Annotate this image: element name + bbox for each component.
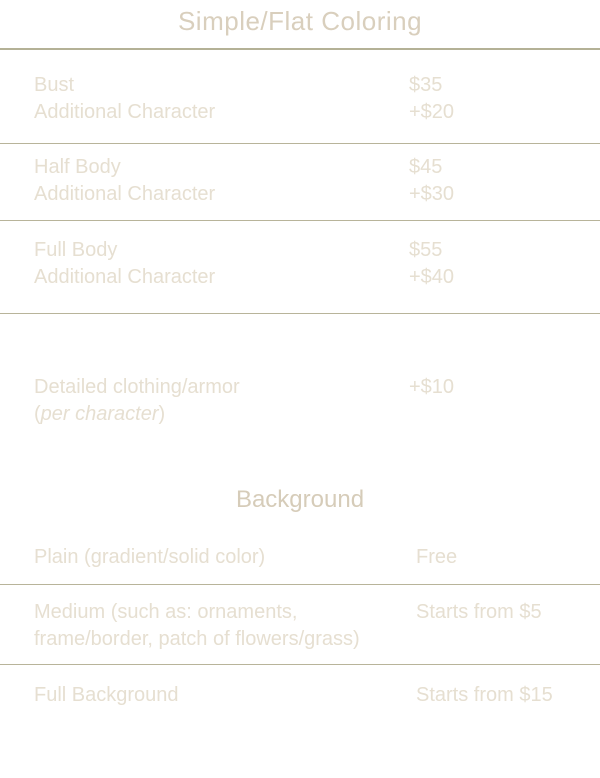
background-item-label-full: Full Background (34, 684, 179, 706)
addon-note (34, 401, 165, 428)
tier-name-bust: Bust (34, 74, 75, 96)
background-section-title: Background (235, 486, 365, 513)
row-divider (0, 143, 600, 144)
tier-extra-price-bust: +$20 (409, 101, 455, 123)
page-title: Simple/Flat Coloring (177, 6, 423, 36)
addon-note-close: ) (158, 403, 166, 425)
section-divider (0, 313, 600, 314)
tier-extra-label-bust: Additional Character (34, 101, 216, 123)
addon-price: +$10 (409, 376, 455, 398)
title-divider (0, 48, 600, 50)
tier-extra-price-full-body: +$40 (409, 266, 455, 288)
tier-price-bust: $35 (409, 74, 443, 96)
background-item-label-medium-line1: Medium (such as: ornaments, (34, 601, 298, 623)
addon-note-text: per character (40, 403, 159, 425)
tier-name-full-body: Full Body (34, 239, 118, 261)
background-item-price-full: Starts from $15 (416, 684, 553, 706)
tier-price-full-body: $55 (409, 239, 443, 261)
background-item-label-plain: Plain (gradient/solid color) (34, 546, 266, 568)
row-divider (0, 664, 600, 665)
background-item-price-plain: Free (416, 546, 458, 568)
addon-note-open: ( (34, 403, 41, 425)
tier-extra-price-half-body: +$30 (409, 183, 455, 205)
background-item-label-medium-line2: frame/border, patch of flowers/grass) (34, 628, 360, 650)
background-item-price-medium: Starts from $5 (416, 601, 542, 623)
row-divider (0, 220, 600, 221)
tier-extra-label-full-body: Additional Character (34, 266, 216, 288)
row-divider (0, 584, 600, 585)
tier-price-half-body: $45 (409, 156, 443, 178)
tier-extra-label-half-body: Additional Character (34, 183, 216, 205)
addon-label: Detailed clothing/armor (34, 376, 240, 398)
tier-name-half-body: Half Body (34, 156, 121, 178)
